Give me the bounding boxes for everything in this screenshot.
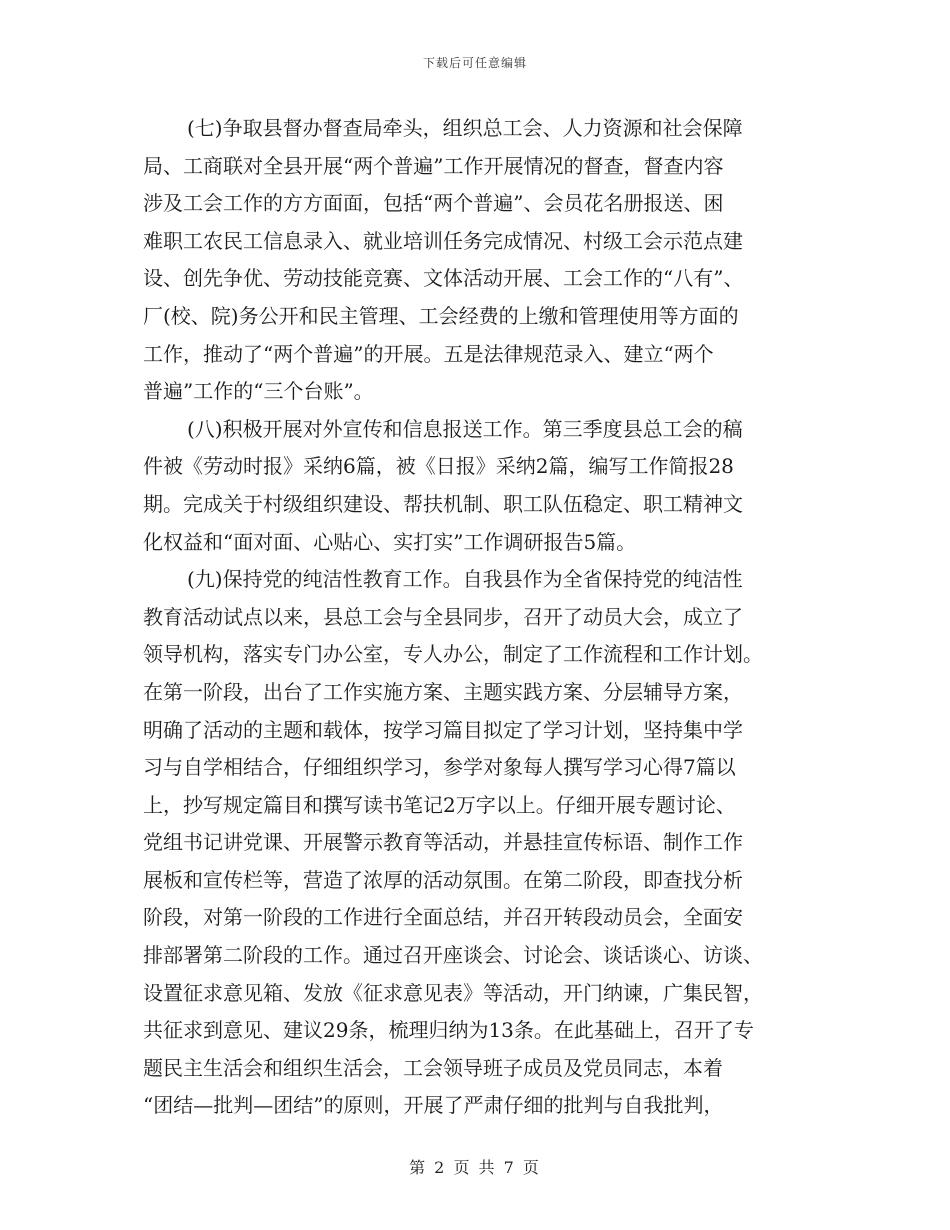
text-line: 在第一阶段，出台了工作实施方案、主题实践方案、分层辅导方案， bbox=[143, 679, 743, 704]
text-line: 展板和宣传栏等，营造了浓厚的活动氛围。在第二阶段，即查找分析 bbox=[143, 867, 743, 892]
text-line: 习与自学相结合，仔细组织学习，参学对象每人撰写学习心得7篇以 bbox=[143, 755, 736, 780]
text-line: (七)争取县督办督查局牵头，组织总工会、人力资源和社会保障 bbox=[187, 116, 743, 140]
text-line: 期。完成关于村级组织建设、帮扶机制、职工队伍稳定、职工精神文 bbox=[143, 491, 743, 516]
text-line: 领导机构，落实专门办公室，专人办公，制定了工作流程和工作计划。 bbox=[143, 642, 763, 667]
text-line: 普遍”工作的“三个台账”。 bbox=[143, 379, 374, 404]
text-line: 共征求到意见、建议29条，梳理归纳为13条。在此基础上，召开了专 bbox=[143, 1018, 754, 1043]
text-line: 设、创先争优、劳动技能竞赛、文体活动开展、工会工作的“八有”、 bbox=[143, 266, 744, 291]
text-line: 局、工商联对全县开展“两个普遍”工作开展情况的督查，督查内容 bbox=[143, 153, 724, 178]
text-line: 厂(校、院)务公开和民主管理、工会经费的上缴和管理使用等方面的 bbox=[143, 303, 739, 328]
text-line: 上，抄写规定篇目和撰写读书笔记2万字以上。仔细开展专题讨论、 bbox=[143, 792, 736, 817]
text-line: 教育活动试点以来，县总工会与全县同步，召开了动员大会，成立了 bbox=[143, 604, 743, 629]
text-line: 排部署第二阶段的工作。通过召开座谈会、讨论会、谈话谈心、访谈、 bbox=[143, 943, 763, 968]
text-line: 阶段，对第一阶段的工作进行全面总结，并召开转段动员会，全面安 bbox=[143, 905, 743, 930]
text-line: 难职工农民工信息录入、就业培训任务完成情况、村级工会示范点建 bbox=[143, 228, 743, 253]
text-line: 涉及工会工作的方方面面，包括“两个普遍”、会员花名册报送、困 bbox=[143, 191, 724, 216]
text-line: 设置征求意见箱、发放《征求意见表》等活动，开门纳谏，广集民智， bbox=[143, 980, 763, 1005]
text-line: 党组书记讲党课、开展警示教育等活动，并悬挂宣传标语、制作工作 bbox=[143, 830, 743, 855]
text-line: (九)保持党的纯洁性教育工作。自我县作为全省保持党的纯洁性 bbox=[187, 567, 743, 592]
text-line: 化权益和“面对面、心贴心、实打实”工作调研报告5篇。 bbox=[143, 529, 637, 554]
header-note: 下载后可任意编辑 bbox=[422, 56, 527, 70]
document-body bbox=[143, 110, 803, 1125]
page-number: 第 2 页 共 7 页 bbox=[409, 1158, 541, 1177]
text-line: “团结—批判—团结”的原则，开展了严肃仔细的批判与自我批判， bbox=[143, 1093, 724, 1118]
text-line: 明确了活动的主题和载体，按学习篇目拟定了学习计划，坚持集中学 bbox=[143, 717, 743, 742]
text-line: 工作，推动了“两个普遍”的开展。五是法律规范录入、建立“两个 bbox=[143, 341, 714, 366]
text-line: 题民主生活会和组织生活会，工会领导班子成员及党员同志，本着 bbox=[143, 1055, 723, 1080]
text-line: 件被《劳动时报》采纳6篇，被《日报》采纳2篇，编写工作简报28 bbox=[143, 454, 734, 479]
text-line: (八)积极开展对外宣传和信息报送工作。第三季度县总工会的稿 bbox=[187, 416, 743, 441]
